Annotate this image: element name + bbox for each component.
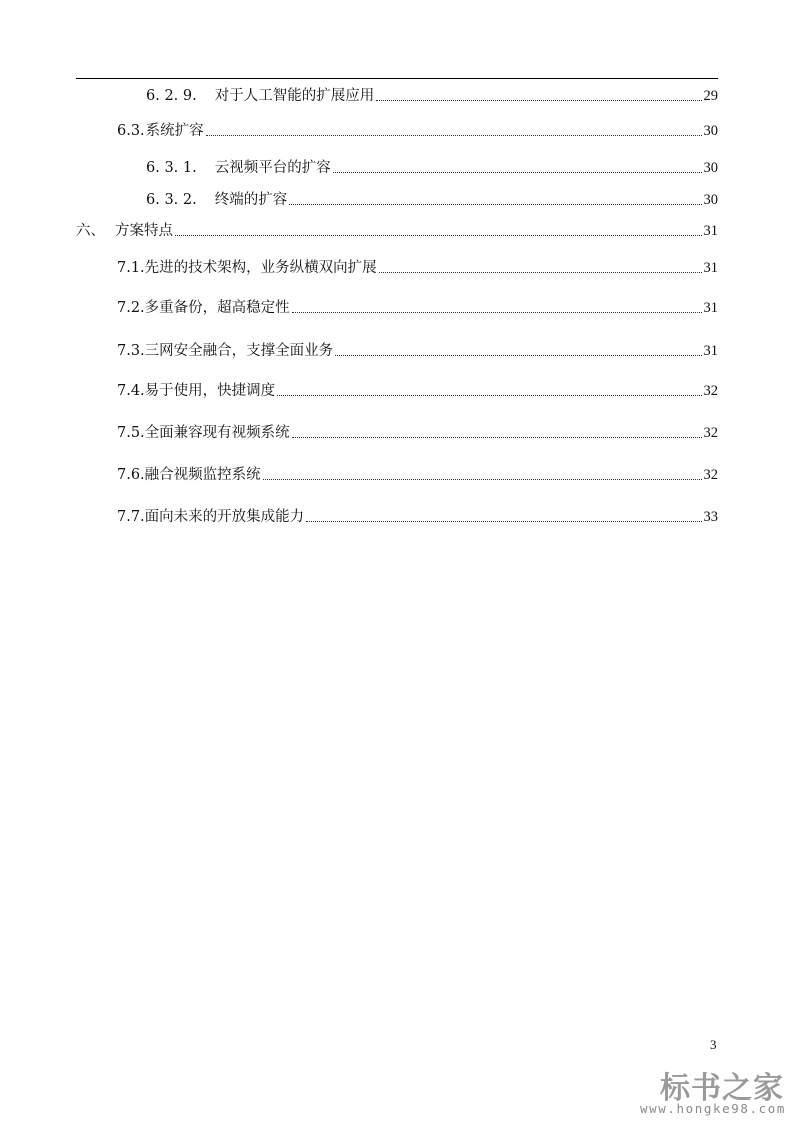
toc-entry-number: 6.3. — [117, 123, 145, 139]
toc-dot-leader — [175, 235, 702, 236]
toc-entry-6-3-1[interactable] — [146, 158, 718, 178]
toc-entry-title: 面向未来的开放集成能力 — [144, 509, 305, 525]
toc-entry-number: 7.2. — [117, 300, 145, 316]
toc-entry-number: 6. 3. 2. — [146, 192, 197, 208]
toc-entry-number: 7.1. — [117, 260, 145, 276]
toc-dot-leader — [379, 272, 702, 273]
toc-entry-7-3[interactable] — [117, 341, 718, 361]
toc-dot-leader — [306, 521, 701, 522]
toc-entry-page: 31 — [703, 260, 718, 276]
toc-entry-6-3-2[interactable] — [146, 190, 718, 210]
toc-entry-number: 6. 3. 1. — [146, 160, 197, 176]
toc-entry-6-2-9[interactable] — [146, 86, 718, 106]
toc-entry-title: 三网安全融合，支撑全面业务 — [144, 343, 334, 359]
toc-entry-page: 30 — [703, 123, 718, 139]
toc-dot-leader — [277, 395, 701, 396]
toc-entry-title: 终端的扩容 — [214, 192, 288, 208]
watermark — [620, 1063, 790, 1119]
toc-entry-title: 融合视频监控系统 — [144, 467, 261, 483]
toc-entry-page: 29 — [703, 88, 718, 104]
toc-dot-leader — [376, 100, 701, 101]
toc-entry-number: 7.5. — [117, 425, 145, 441]
toc-entry-page: 31 — [703, 223, 718, 239]
toc-entry-7-6[interactable] — [117, 465, 718, 485]
toc-entry-title: 多重备份，超高稳定性 — [144, 300, 290, 316]
toc-entry-number: 6. 2. 9. — [146, 88, 197, 104]
toc-dot-leader — [263, 479, 702, 480]
toc-entry-title: 全面兼容现有视频系统 — [144, 425, 290, 441]
toc-dot-leader — [292, 312, 702, 313]
toc-entry-7-4[interactable] — [117, 381, 718, 401]
toc-entry-number: 7.4. — [117, 383, 145, 399]
toc-entry-page: 33 — [703, 509, 718, 525]
toc-entry-title: 易于使用，快捷调度 — [144, 383, 276, 399]
toc-entry-number: 7.3. — [117, 343, 145, 359]
toc-dot-leader — [292, 437, 702, 438]
toc-dot-leader — [333, 172, 702, 173]
toc-entry-page: 32 — [703, 383, 718, 399]
toc-entry-6-3[interactable] — [117, 121, 718, 141]
toc-entry-page: 30 — [703, 192, 718, 208]
toc-entry-page: 32 — [703, 467, 718, 483]
toc-entry-page: 31 — [703, 343, 718, 359]
toc-entry-title: 先进的技术架构，业务纵横双向扩展 — [144, 260, 377, 276]
toc-entry-7-1[interactable] — [117, 258, 718, 278]
toc-entry-number: 7.6. — [117, 467, 145, 483]
toc-entry-page: 32 — [703, 425, 718, 441]
toc-dot-leader — [335, 355, 701, 356]
toc-entry-7-7[interactable] — [117, 507, 718, 527]
page-number: 3 — [710, 1037, 717, 1052]
toc-entry-chapter-6[interactable] — [76, 221, 718, 241]
toc-entry-7-2[interactable] — [117, 298, 718, 318]
table-of-contents — [0, 0, 793, 560]
toc-entry-title: 对于人工智能的扩展应用 — [214, 88, 375, 104]
toc-entry-title: 云视频平台的扩容 — [214, 160, 331, 176]
toc-entry-page: 30 — [703, 160, 718, 176]
toc-dot-leader — [289, 204, 701, 205]
toc-entry-title: 系统扩容 — [145, 123, 204, 139]
watermark-url: www.hongke98.com — [640, 1101, 787, 1116]
toc-entry-title: 方案特点 — [115, 223, 173, 239]
toc-entry-7-5[interactable] — [117, 423, 718, 443]
watermark-logo: 标书之家 — [660, 1071, 784, 1106]
toc-entry-number: 六、 — [76, 223, 105, 239]
toc-dot-leader — [206, 135, 702, 136]
toc-entry-page: 31 — [703, 300, 718, 316]
toc-entry-number: 7.7. — [117, 509, 145, 525]
